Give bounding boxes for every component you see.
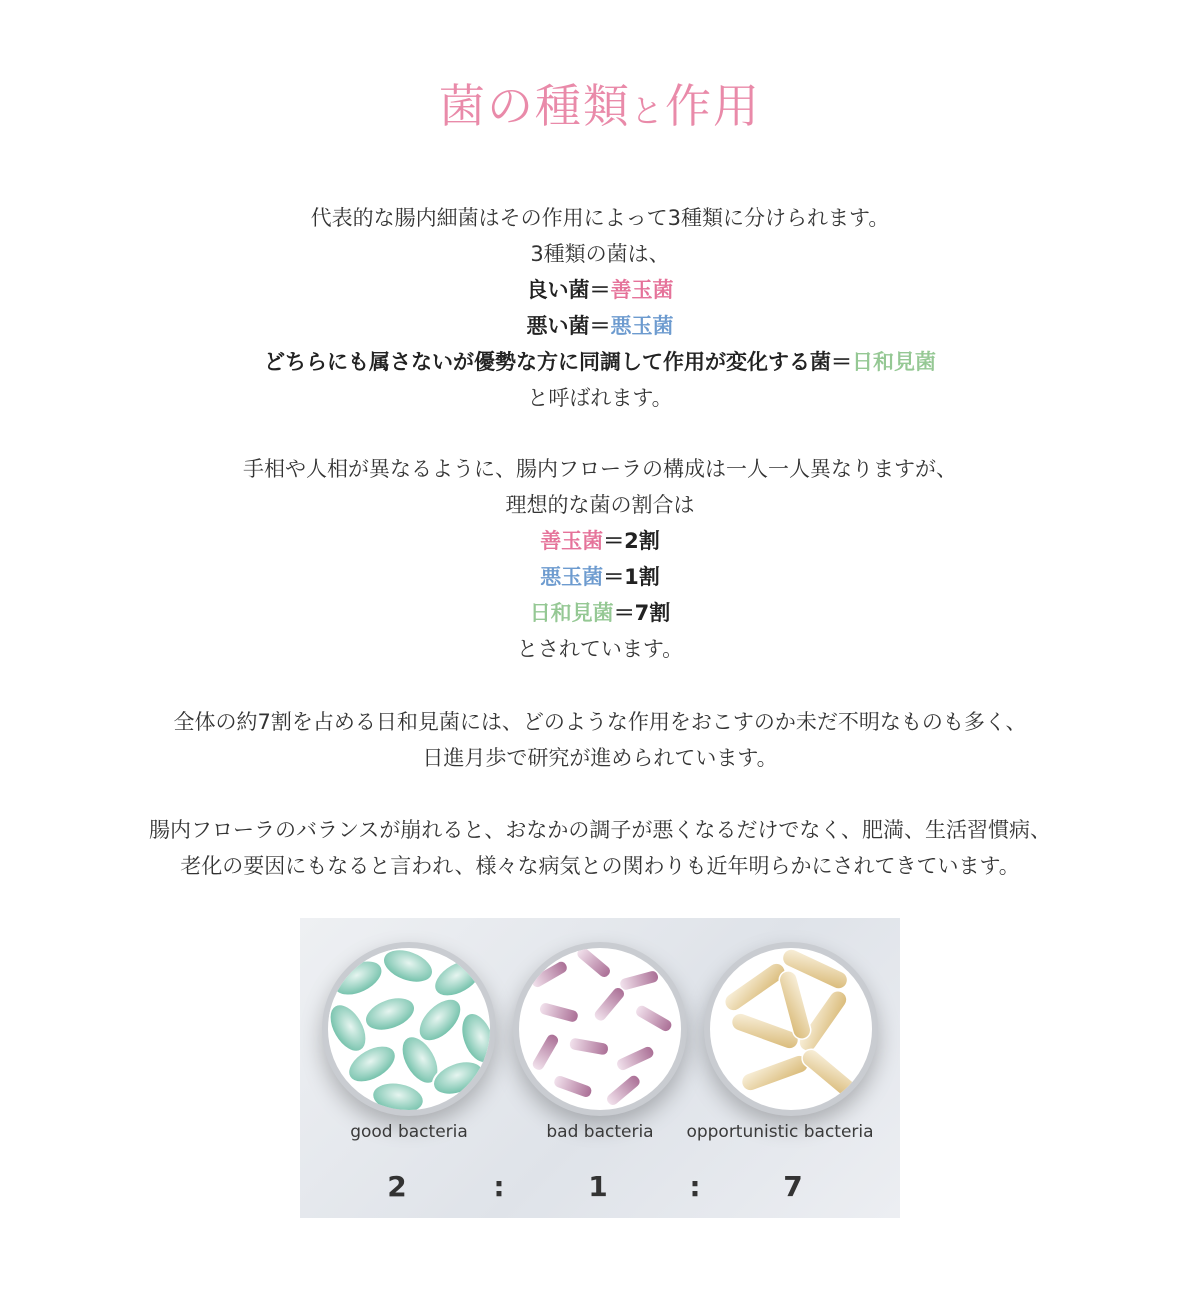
bad-bacteria-image [519, 948, 681, 1110]
ratio-line: とされています。 [516, 637, 684, 661]
opportunistic-bacteria-term: 日和見菌 [852, 350, 936, 374]
opportunistic-bacteria-ratio [0, 595, 1200, 631]
good-bacteria-definition [0, 272, 1200, 308]
definition-label: 悪い菌＝ [526, 314, 611, 338]
intro-line: 代表的な腸内細菌はその作用によって3種類に分けられます。 [310, 206, 890, 230]
bad-bacteria-term: 悪玉菌 [540, 565, 604, 589]
opportunistic-bacteria-term: 日和見菌 [529, 601, 614, 625]
bad-bacteria-label: bad bacteria [546, 1122, 654, 1142]
balance-line: 腸内フローラのバランスが崩れると、おなかの調子が悪くなるだけでなく、肥満、生活習慣病、 [149, 818, 1051, 842]
good-bacteria-term: 善玉菌 [610, 278, 674, 302]
opportunistic-bacteria-image [710, 948, 872, 1110]
ratio-separator: : [493, 1170, 505, 1203]
ratio-bad: 1 [588, 1170, 608, 1203]
balance-line: 老化の要因にもなると言われ、様々な病気との関わりも近年明らかにされてきています。 [180, 854, 1020, 878]
bad-bacteria-term: 悪玉菌 [610, 314, 674, 338]
bacteria-ratio-illustration [300, 918, 900, 1218]
ratio-good: 2 [387, 1170, 407, 1203]
ratio-line: 手相や人相が異なるように、腸内フローラの構成は一人一人異なりますが、 [243, 457, 957, 481]
title-tail: 作用 [665, 79, 761, 133]
ratio-line: 理想的な菌の割合は [505, 493, 695, 517]
page-title [0, 70, 1200, 136]
opportunistic-bacteria-label: opportunistic bacteria [686, 1122, 874, 1142]
opportunistic-bacteria-definition [0, 344, 1200, 380]
title-main: 菌の種類 [438, 79, 631, 133]
research-line: 日進月歩で研究が進められています。 [422, 746, 778, 770]
good-bacteria-term: 善玉菌 [540, 529, 604, 553]
ratio-value: ＝7割 [613, 601, 671, 625]
intro-paragraph [0, 200, 1200, 416]
ratio-value: ＝1割 [603, 565, 660, 589]
bad-bacteria-circle [513, 942, 687, 1116]
research-line: 全体の約7割を占める日和見菌には、どのような作用をおこすのか未だ不明なものも多く、 [173, 710, 1027, 734]
good-bacteria-label: good bacteria [350, 1122, 468, 1142]
good-bacteria-image [328, 948, 490, 1110]
bad-bacteria-definition [0, 308, 1200, 344]
ratio-paragraph [0, 451, 1200, 667]
opportunistic-bacteria-circle [704, 942, 878, 1116]
intro-line: 3種類の菌は、 [530, 242, 670, 266]
bad-bacteria-ratio [0, 559, 1200, 595]
intro-line: と呼ばれます。 [527, 386, 673, 410]
ratio-value: ＝2割 [603, 529, 660, 553]
definition-label: 良い菌＝ [526, 278, 611, 302]
balance-paragraph [0, 812, 1200, 884]
research-paragraph [0, 704, 1200, 776]
title-particle: と [630, 92, 665, 130]
good-bacteria-ratio [0, 523, 1200, 559]
ratio-separator: : [689, 1170, 701, 1203]
definition-label: どちらにも属さないが優勢な方に同調して作用が変化する菌＝ [264, 350, 852, 374]
good-bacteria-circle [322, 942, 496, 1116]
ratio-opportunistic: 7 [783, 1170, 803, 1203]
